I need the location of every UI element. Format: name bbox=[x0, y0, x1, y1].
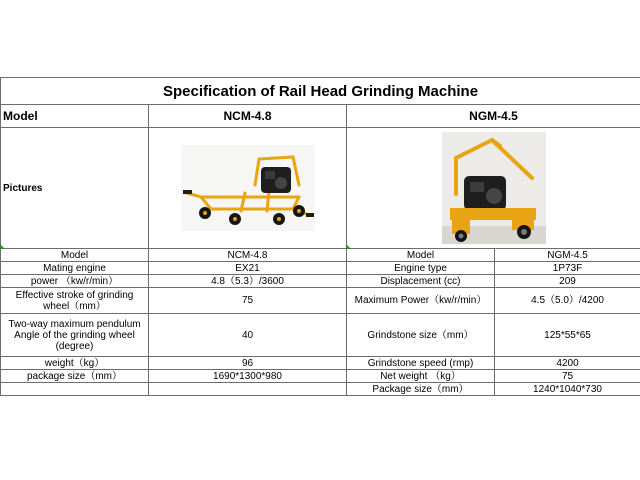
spec-label-a: power （kw/r/min） bbox=[1, 275, 149, 288]
spec-value-b: 125*55*65 bbox=[495, 314, 640, 357]
spec-label-b: Net weight （kg） bbox=[347, 370, 495, 383]
model-header-a: NCM-4.8 bbox=[149, 105, 347, 128]
spec-label-a bbox=[1, 383, 149, 396]
model-header-label: Model bbox=[1, 105, 149, 128]
spec-label-a: weight（kg） bbox=[1, 357, 149, 370]
spec-label-a: Two-way maximum pendulum Angle of the grinding wheel (degree) bbox=[1, 314, 149, 357]
spec-label-b: Displacement (cc) bbox=[347, 275, 495, 288]
spec-value-b: 4.5（5.0）/4200 bbox=[495, 288, 640, 314]
spec-value-a: 96 bbox=[149, 357, 347, 370]
spec-label-b: Package size（mm） bbox=[347, 383, 495, 396]
spec-label-b: Grindstone size（mm） bbox=[347, 314, 495, 357]
spec-table bbox=[0, 77, 640, 396]
spec-label-b: Model bbox=[347, 249, 495, 262]
spec-label-a: Effective stroke of grinding wheel（mm） bbox=[1, 288, 149, 314]
spec-value-b: 4200 bbox=[495, 357, 640, 370]
cell-marker bbox=[346, 244, 351, 249]
table-title: Specification of Rail Head Grinding Machine bbox=[1, 78, 640, 105]
machine-photo-ngm bbox=[442, 132, 546, 244]
spec-value-a bbox=[149, 383, 347, 396]
spec-label-b: Maximum Power（kw/r/min） bbox=[347, 288, 495, 314]
spec-label-a: Mating engine bbox=[1, 262, 149, 275]
spec-label-a: package size（mm） bbox=[1, 370, 149, 383]
spec-value-b: 209 bbox=[495, 275, 640, 288]
picture-cell-b bbox=[347, 128, 640, 249]
cell-marker bbox=[0, 244, 5, 249]
machine-photo-ncm bbox=[181, 145, 315, 231]
spec-value-a: 75 bbox=[149, 288, 347, 314]
spec-value-b: NGM-4.5 bbox=[495, 249, 640, 262]
spec-value-a: 40 bbox=[149, 314, 347, 357]
spec-value-a: 4.8（5.3）/3600 bbox=[149, 275, 347, 288]
picture-cell-a bbox=[149, 128, 347, 249]
spec-label-b: Grindstone speed (rmp) bbox=[347, 357, 495, 370]
spec-value-b: 1240*1040*730 bbox=[495, 383, 640, 396]
pictures-label: Pictures bbox=[1, 128, 149, 249]
model-header-b: NGM-4.5 bbox=[347, 105, 640, 128]
spec-value-a: NCM-4.8 bbox=[149, 249, 347, 262]
spec-value-a: EX21 bbox=[149, 262, 347, 275]
spec-value-a: 1690*1300*980 bbox=[149, 370, 347, 383]
spec-value-b: 1P73F bbox=[495, 262, 640, 275]
spec-label-a: Model bbox=[1, 249, 149, 262]
spec-value-b: 75 bbox=[495, 370, 640, 383]
spec-label-b: Engine type bbox=[347, 262, 495, 275]
